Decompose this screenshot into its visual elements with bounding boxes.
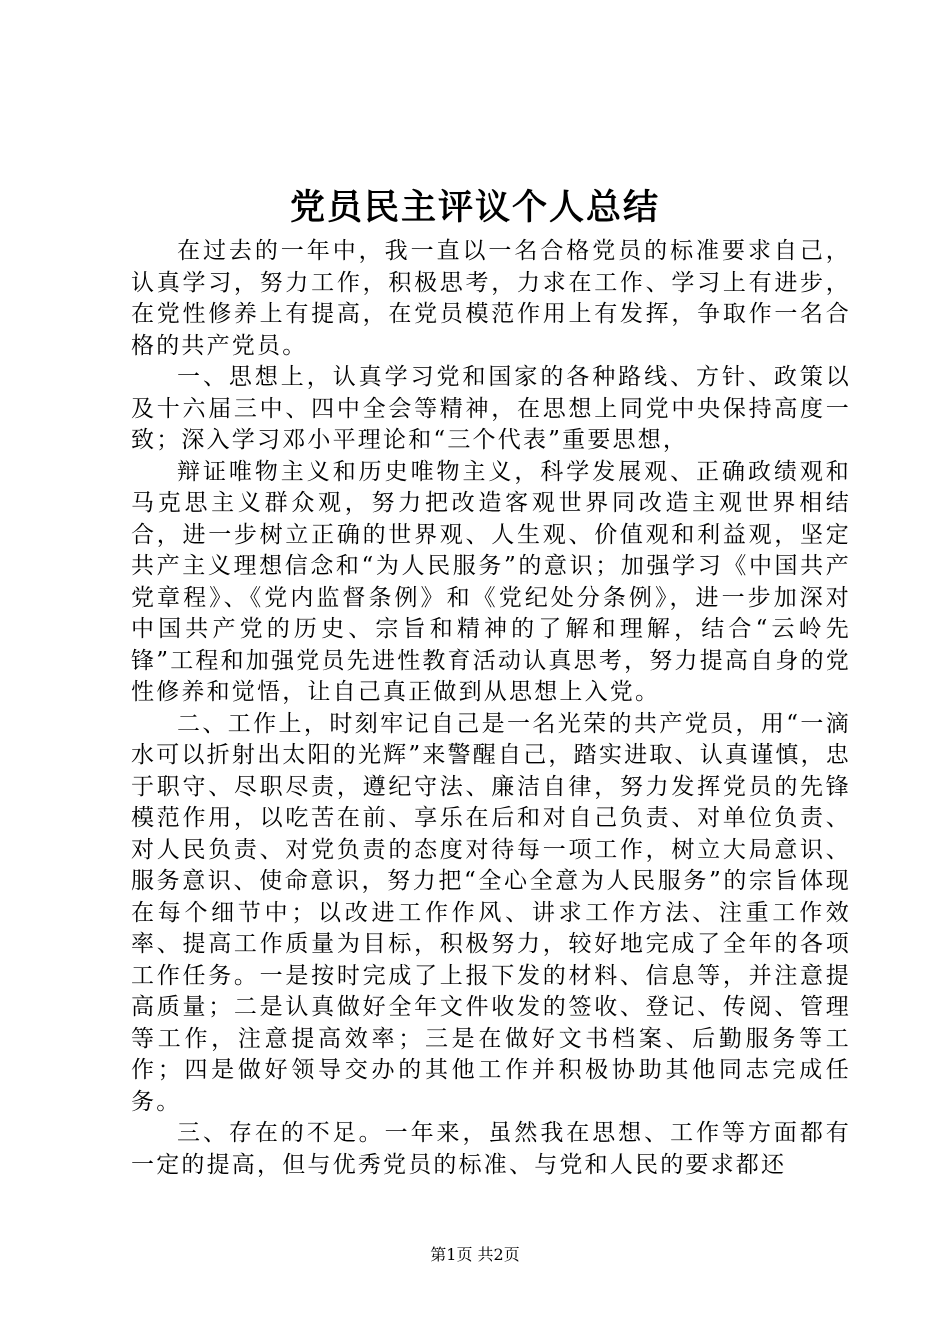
paragraph-shortcomings: 三、存在的不足。一年来，虽然我在思想、工作等方面都有一定的提高，但与优秀党员的标准、与党和人民的要求都还 (131, 1120, 851, 1178)
document-body (131, 236, 851, 1181)
paragraph-work: 二、工作上，时刻牢记自己是一名光荣的共产党员，用“一滴水可以折射出太阳的光辉”来警醒自己，踏实进取、认真谨慎，忠于职守、尽职尽责，遵纪守法、廉洁自律，努力发挥党员的先锋模范作用，以吃苦在前、享乐在后和对自己负责、对单位负责、对人民负责、对党负责的态度对待每一项工作，树立大局意识、服务意识、使命意识，努力把“全心全意为人民服务”的宗旨体现在每个细节中；以改进工作作风、讲求工作方法、注重工作效率、提高工作质量为目标，积极努力，较好地完成了全年的各项工作任务。一是按时完成了上报下发的材料、信息等，并注意提高质量；二是认真做好全年文件收发的签收、登记、传阅、管理等工作，注意提高效率；三是在做好文书档案、后勤服务等工作；四是做好领导交办的其他工作并积极协助其他同志完成任务。 (131, 710, 851, 1115)
paragraph-thought: 一、思想上，认真学习党和国家的各种路线、方针、政策以及十六届三中、四中全会等精神，在思想上同党中央保持高度一致；深入学习邓小平理论和“三个代表”重要思想， (131, 364, 851, 453)
document-title: 党员民主评议个人总结 (289, 188, 660, 228)
paragraph-thought-continued: 辩证唯物主义和历史唯物主义，科学发展观、正确政绩观和马克思主义群众观，努力把改造客观世界同改造主观世界相结合，进一步树立正确的世界观、人生观、价值观和利益观，坚定共产主义理想信念和“为人民服务”的意识；加强学习《中国共产党章程》、《党内监督条例》和《党纪处分条例》，进一步加深对中国共产党的历史、宗旨和精神的了解和理解，结合“云岭先锋”工程和加强党员先进性教育活动认真思考，努力提高自身的党性修养和觉悟，让自己真正做到从思想上入党。 (131, 458, 851, 705)
paragraph-intro: 在过去的一年中，我一直以一名合格党员的标准要求自己，认真学习，努力工作，积极思考，力求在工作、学习上有进步，在党性修养上有提高，在党员模范作用上有发挥，争取作一名合格的共产党员。 (131, 238, 851, 359)
page-number-footer: 第1页 共2页 (430, 1245, 520, 1264)
